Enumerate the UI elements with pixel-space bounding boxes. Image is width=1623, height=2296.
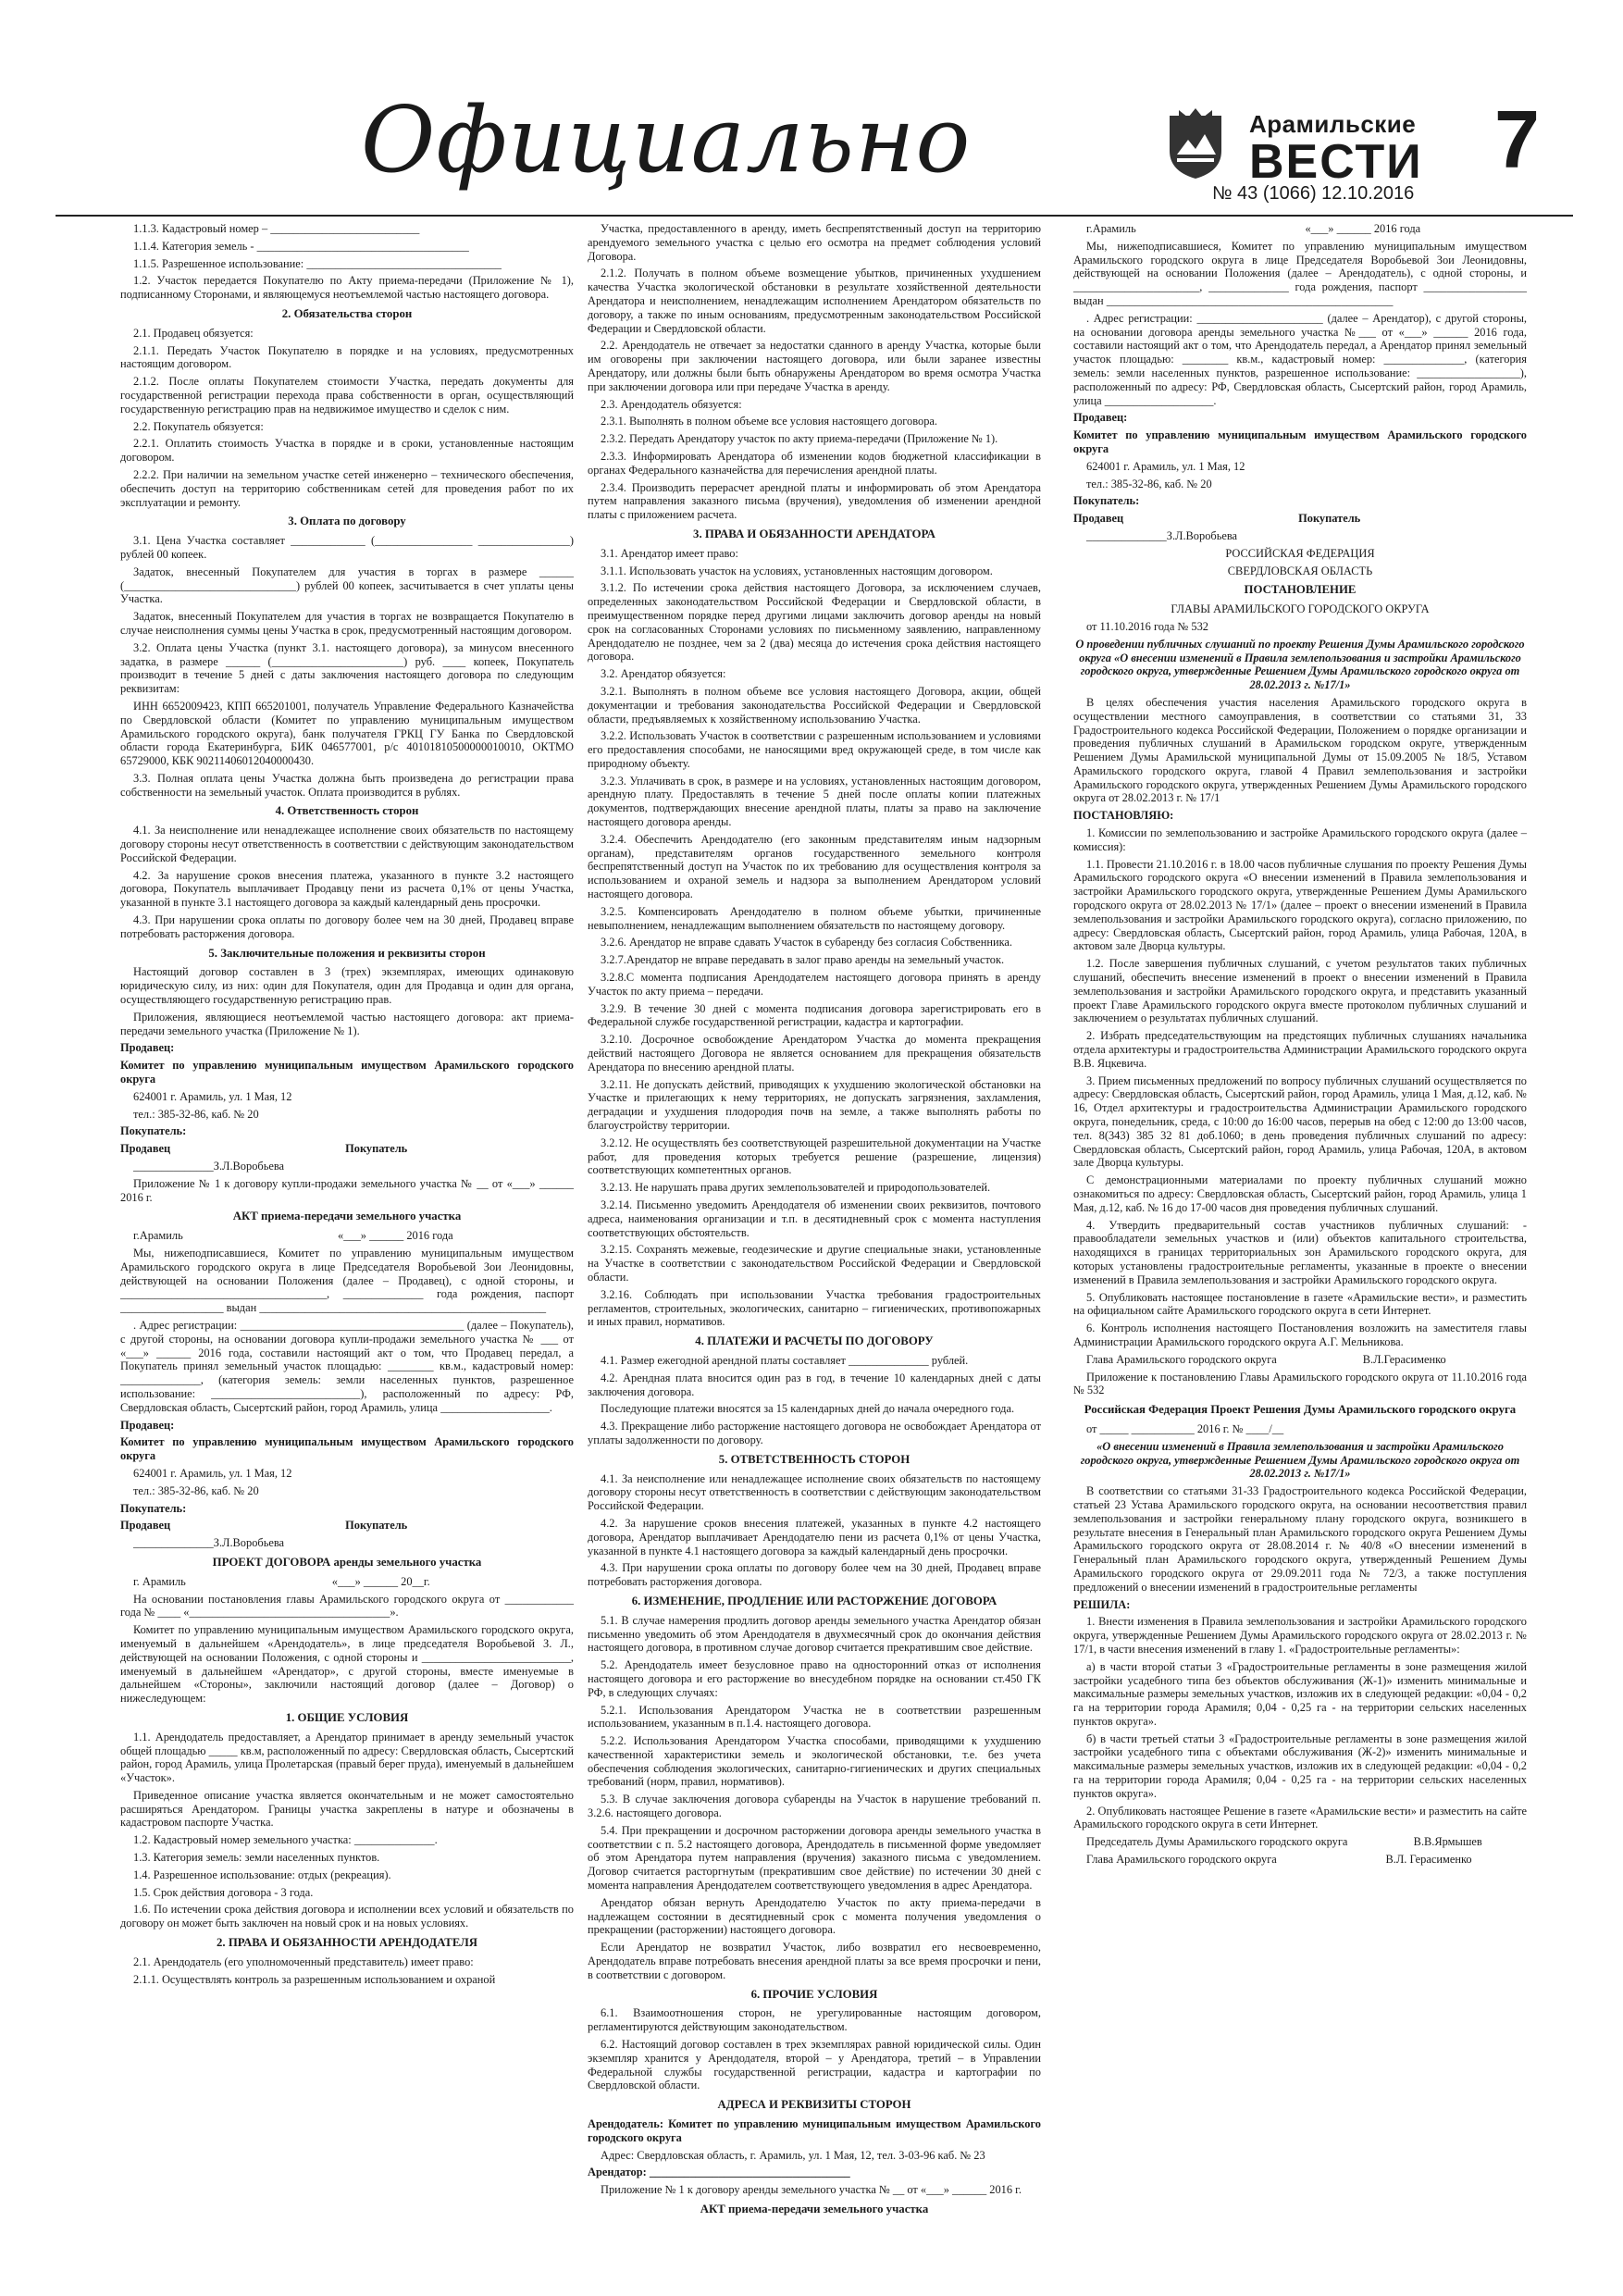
paragraph: 3.2.2. Использовать Участок в соответствии с разрешенным использованием и условиями его предоставления способами, не наносящими вред окружающей среде, в том числе как природному объекту. <box>588 729 1045 770</box>
paragraph: Если Арендатор не возвратил Участок, либо возвратил его несвоевременно, Арендодатель вправе потребовать внесения арендной платы за все время просрочки и пени, в соответствии с договором. <box>588 1941 1045 1981</box>
paragraph: 1.2. Кадастровый номер земельного участка: ______________. <box>133 1833 438 1847</box>
paragraph: 3.2. Оплата цены Участка (пункт 3.1. настоящего договора), за минусом внесенного задатка, в размере ______ (_______________________) руб. ____ копеек, Покупатель производит в течение 5 дней с даты заключения настоящего договора по следующим реквизитам: <box>120 640 577 696</box>
section-heading: 4. ПЛАТЕЖИ И РАСЧЕТЫ ПО ДОГОВОРУ <box>695 1334 934 1348</box>
paragraph: 2. Опубликовать настоящее Решение в газете «Арамильские вести» и разместить на сайте Арамильского городского округа в сети Интернет. <box>1073 1804 1530 1831</box>
paragraph: 624001 г. Арамиль, ул. 1 Мая, 12 <box>133 1089 292 1103</box>
section-heading: АКТ приема-передачи земельного участка <box>700 2203 929 2215</box>
paragraph: от _____ ___________ 2016 г. № ____/__ <box>1086 1421 1284 1435</box>
paragraph: 2. Избрать председательствующим на предстоящих публичных слушаниях начальника отдела архитектуры и градостроительства Администрации Арамильского городского округа В.В. Яцкевича. <box>1073 1029 1530 1070</box>
paragraph: 3.2.12. Не осуществлять без соответствующей разрешительной документации на Участке работ, для проведения которых требуется решение (разрешение, лицензия) соответствующих компетентных органов. <box>588 1136 1045 1177</box>
paragraph: Продавец Покупатель <box>120 1142 408 1156</box>
paragraph: 3. Прием письменных предложений по вопросу публичных слушаний осуществляется по адресу: Свердловская область, Сысертский район, город Арамиль, улица 1 Мая, д.12, каб. № 16, Отдел архитектуры и градостроительства Администрации Арамильского городского округа, понедельник, среда, с 10:00 до 16:00 часов, перерыв на обед с 12:00 до 13:00 часов, тел. 8(343) 385 32 81 доб.1060; в день проведения публичных слушаний по адресу: Свердловская область, Сысертский район, город Арамиль, улица Рабочая, 120А, в актовом зале Дворца культуры. <box>1073 1074 1530 1170</box>
paragraph: Глава Арамильского городского округа В.Л.Герасименко <box>1086 1352 1446 1366</box>
paragraph: тел.: 385-32-86, каб. № 20 <box>1086 477 1212 490</box>
paragraph: 1.1. Провести 21.10.2016 г. в 18.00 часов публичные слушания по проекту Решения Думы Арамильского городского округа «О внесении изменений в Правила землепользования и застройки Арамильского городского округа, утвержденные Решением Думы Арамильского городского округа от 28.02.2013 № 17/1» (далее – проект о внесении изменений в Правила землепользования и застройки Арамильского городского округа), согласно приложению, по адресу: Свердловская область, Сысертский район, город Арамиль, улица Рабочая, 120А, в актовом зале Дворца культуры. <box>1073 857 1530 953</box>
paragraph: 2.1.1. Осуществлять контроль за разрешенным использованием и охраной <box>133 1972 496 1986</box>
section-heading: 6. ИЗМЕНЕНИЕ, ПРОДЛЕНИЕ ИЛИ РАСТОРЖЕНИЕ ДОГОВОРА <box>631 1594 997 1607</box>
paragraph: Приложения, являющиеся неотъемлемой частью настоящего договора: акт приема-передачи земельного участка (Приложение № 1). <box>120 1010 574 1037</box>
column-3 <box>1073 222 1530 1870</box>
paragraph: 4.1. За неисполнение или ненадлежащее исполнение своих обязательств по настоящему договору стороны несут ответственность в соответствии с действующим законодательством Российской Федерации. <box>120 824 577 864</box>
paragraph: тел.: 385-32-86, каб. № 20 <box>133 1483 259 1497</box>
paragraph: 5.1. В случае намерения продлить договор аренды земельного участка Арендатор обязан письменно уведомить об этом Арендодателя в двухмесячный срок до окончания действия настоящего договора, в противном случае договор считается прекратившим свое действие. <box>588 1613 1045 1655</box>
paragraph: Покупатель: <box>120 1501 187 1515</box>
paragraph: РОССИЙСКАЯ ФЕДЕРАЦИЯ <box>1225 546 1375 560</box>
page-number: 7 <box>1494 93 1540 185</box>
paragraph: 3.3. Полная оплата цены Участка должна быть произведена до регистрации права собственности на земельный участок. Оплата производится в рублях. <box>120 771 577 799</box>
paragraph: 1. Комиссии по землепользованию и застройке Арамильского городского округа (далее – комиссия): <box>1073 826 1530 853</box>
paragraph: ______________З.Л.Воробьева <box>133 1160 285 1173</box>
paragraph: СВЕРДЛОВСКАЯ ОБЛАСТЬ <box>1227 564 1373 577</box>
paragraph: Продавец: <box>1073 411 1128 425</box>
paragraph: На основании постановления главы Арамильского городского округа от ____________ года № ____ «___________________________________». <box>120 1592 577 1620</box>
paragraph: 3.2.9. В течение 30 дней с момента подписания договора зарегистрировать его в Федеральной службе государственной регистрации, кадастра и картографии. <box>588 1001 1045 1029</box>
coat-of-arms-icon <box>1166 106 1225 180</box>
paragraph: 1.3. Категория земель: земли населенных пунктов. <box>133 1851 380 1865</box>
paragraph: Арендодатель: Комитет по управлению муниципальным имуществом Арамильского городского округа <box>588 2117 1045 2144</box>
section-heading: АДРЕСА И РЕКВИЗИТЫ СТОРОН <box>717 2098 911 2112</box>
paragraph: 3.2.13. Не нарушать права других землепользователей и природопользователей. <box>601 1181 991 1195</box>
paragraph: 3.2.15. Сохранять межевые, геодезические и другие специальные знаки, установленные на Участке в соответствии с законодательством Российской Федерации и Свердловской области. <box>588 1243 1045 1284</box>
paragraph: 2.3. Арендодатель обязуется: <box>601 397 742 411</box>
paragraph: Комитет по управлению муниципальным имуществом Арамильского городского округа <box>1073 428 1530 455</box>
paragraph: 3.2.14. Письменно уведомить Арендодателя об изменении своих реквизитов, почтового адреса, наименования организации и т.п. в десятидневный срок с момента наступления соответствующих обстоятельств. <box>588 1198 1045 1239</box>
paragraph: г. Арамиль «___» ______ 20__г. <box>133 1574 430 1588</box>
paragraph: 3.2.11. Не допускать действий, приводящих к ухудшению экологической обстановки на Участке и прилегающих к нему территориях, не допускать загрязнения, захламления, деградации и ухудшения плодородия почв на земле, а также выполнять работы по благоустройству территории. <box>588 1077 1045 1133</box>
paragraph: 6.1. Взаимоотношения сторон, не урегулированные настоящим договором, регламентируются действующим законодательством. <box>588 2006 1045 2034</box>
paragraph: Продавец: <box>120 1418 175 1432</box>
paragraph: 1.2. После завершения публичных слушаний, с учетом результатов таких публичных слушаний, обеспечить внесение изменений в проект о внесении изменений в Правила землепользования и застройки Арамильского городского округа, и представить указанный проект Главе Арамильского городского округа вместе протоколом публичных слушаний и заключением о результатах публичных слушаний. <box>1073 957 1530 1025</box>
section-heading: 3. ПРАВА И ОБЯЗАННОСТИ АРЕНДАТОРА <box>693 527 935 540</box>
paragraph: Глава Арамильского городского округа В.Л. Герасименко <box>1086 1853 1472 1867</box>
paragraph: 2.3.2. Передать Арендатору участок по акту приема-передачи (Приложение № 1). <box>601 432 998 446</box>
paragraph: 3.1.1. Использовать участок на условиях, установленных настоящим договором. <box>601 564 993 577</box>
paragraph: 1.5. Срок действия договора - 3 года. <box>133 1885 314 1899</box>
paragraph: 3.1. Арендатор имеет право: <box>601 546 738 560</box>
paragraph: 5.3. В случае заключения договора субаренды на Участок в нарушение требований п. 3.2.6. настоящего договора. <box>588 1793 1045 1820</box>
section-heading: 1. ОБЩИЕ УСЛОВИЯ <box>285 1710 409 1724</box>
paragraph: 4.2. За нарушение сроков внесения платежей, указанных в пункте 4.2 настоящего договора, Арендатор выплачивает Арендодателю пени из расчета 0,1% от цены Участка, указанной в пункте 4.1 настоящего договора за каждый календарный день просрочки. <box>588 1516 1045 1558</box>
paragraph: 3.2. Арендатор обязуется: <box>601 667 726 681</box>
paragraph: 3.1. Цена Участка составляет _____________ (_________________ ________________) рублей 00 копеек. <box>120 534 577 561</box>
section-title: Официально <box>361 88 972 193</box>
paragraph: 2.3.1. Выполнять в полном объеме все условия настоящего договора. <box>601 415 938 428</box>
paragraph: ______________З.Л.Воробьева <box>1086 528 1238 542</box>
paragraph: ИНН 6652009423, КПП 665201001, получатель Управление Федерального Казначейства по Свердловской области (Комитет по управлению муниципальным имуществом Арамильского городского округа), банк получателя ГРКЦ ГУ Банка по Свердловской области города Екатеринбурга, БИК 046577001, р/с 40101810500000010010, ОКТМО 65729000, КБК 90211406012040000430. <box>120 699 577 768</box>
paragraph: Продавец Покупатель <box>1073 512 1361 526</box>
paragraph: 2.2.2. При наличии на земельном участке сетей инженерно – технического обеспечения, обеспечить доступ на территорию собственникам сетей для проведения работ по их эксплуатации и ремонту. <box>120 467 577 509</box>
paragraph: 6. Контроль исполнения настоящего Постановления возложить на заместителя главы Администрации Арамильского городского округа А.Г. Мельникова. <box>1073 1322 1530 1348</box>
column-1 <box>120 222 577 1990</box>
paragraph: 5.2.2. Использования Арендатором Участка способами, приводящими к ухудшению качественной характеристики земель и экологической обстановки, т.е. без учета обеспечения соблюдения экологических, санитарно-гигиенических и других специальных требований (норм, правил, нормативов). <box>588 1734 1045 1789</box>
paragraph: «О внесении изменений в Правила землепользования и застройки Арамильского городского округа, утвержденные Решением Думы Арамильского городского округа от 28.02.2013 г. №17/1» <box>1080 1439 1523 1481</box>
brand-name-big: ВЕСТИ <box>1249 135 1423 189</box>
paragraph: 5.2. Арендодатель имеет безусловное право на односторонний отказ от исполнения настоящего договора и его расторжение во внесудебном порядке на основании ст.450 ГК РФ, в следующих случаях: <box>588 1658 1045 1699</box>
paragraph: Комитет по управлению муниципальным имуществом Арамильского городского округа, именуемый в дальнейшем «Арендодатель», в лице председателя Воробьевой З. Л., действующей на основании Положения, с одной стороны и __________________________, именуемый в дальнейшем «Арендатор», с другой стороны, вместе именуемые в дальнейшем «Стороны», заключили настоящий договор (далее – Договор) о нижеследующем: <box>120 1623 577 1706</box>
paragraph: В целях обеспечения участия населения Арамильского городского округа в осуществлении местного самоуправления, в соответствии со статьями 31, 33 Градостроительного кодекса Российской Федерации, Положением о порядке организации и проведения публичных слушаний в Арамильском городском округе, утвержденным Решением Думы Арамильской муниципальной Думы от 15.09.2005 № 18/5, Уставом Арамильского городского округа, главой 4 Правил землепользования и застройки Арамильского городского округа, утвержденных Решением Думы Арамильского городского округа от 28.02.2013 г. № 17/1 <box>1073 695 1530 805</box>
section-heading: 3. Оплата по договору <box>288 515 406 528</box>
section-heading: 2. Обязательства сторон <box>281 306 413 320</box>
paragraph: Задаток, внесенный Покупателем для участия в торгах не возвращается Покупателю в случае неисполнения суммы цены Участка в срок, предусмотренный настоящим договором. <box>120 610 577 637</box>
paragraph: 624001 г. Арамиль, ул. 1 Мая, 12 <box>1086 459 1245 473</box>
paragraph: тел.: 385-32-86, каб. № 20 <box>133 1107 259 1121</box>
paragraph: Покупатель: <box>1073 494 1140 508</box>
paragraph: 4.3. При нарушении срока оплаты по договору более чем на 30 дней, Продавец вправе потребовать расторжения договора. <box>120 913 577 940</box>
paragraph: Участка, предоставленного в аренду, иметь беспрепятственный доступ на территорию арендуемого земельного участка с целью его осмотра на предмет соблюдения условий Договора. <box>588 222 1045 263</box>
paragraph: 2.1.2. После оплаты Покупателем стоимости Участка, передать документы для государственной регистрации перехода права собственности в орган, осуществляющий государственную регистрацию прав на недвижимое имущество и сделок с ним. <box>120 375 577 416</box>
column-2 <box>588 222 1045 2222</box>
paragraph: 5.2.1. Использования Арендатором Участка не в соответствии разрешенным использованием, указанным в п.1.4. настоящего договора. <box>588 1703 1045 1731</box>
paragraph: 1.2. Участок передается Покупателю по Акту приема-передачи (Приложение № 1), подписанному Сторонами, и являющемуся неотъемлемой частью настоящего договора. <box>120 274 577 302</box>
paragraph: 4.3. Прекращение либо расторжение настоящего договора не освобождает Арендатора от уплаты задолженности по договору. <box>588 1420 1045 1446</box>
section-heading: 5. Заключительные положения и реквизиты сторон <box>208 946 486 960</box>
paragraph: 3.2.7.Арендатор не вправе передавать в залог право аренды на земельный участок. <box>601 953 1005 967</box>
paragraph: 6.2. Настоящий договор составлен в трех экземплярах равной юридической силы. Один экземпляр хранится у Арендодателя, второй – у Арендатора, третий – в Управлении Федеральной службы государственной регистрации, кадастра и картографии по Свердловской области. <box>588 2038 1045 2092</box>
paragraph: ГЛАВЫ АРАМИЛЬСКОГО ГОРОДСКОГО ОКРУГА <box>1171 602 1430 616</box>
paragraph: 4.1. За неисполнение или ненадлежащее исполнение своих обязательств по настоящему договору стороны несут ответственность в соответствии с действующим законодательством Российской Федерации. <box>588 1471 1045 1513</box>
paragraph: б) в части третьей статьи 3 «Градостроительные регламенты в зоне размещения жилой застройки усадебного типа с объектами обслуживания (Ж-2)» изменить минимальные и максимальные размеры земельных участков, изложив их в следующей редакции: «0,04 - 0,2 га на территории города Арамиля; 0,04 - 0,25 га - на территории сельских населенных пунктов округа». <box>1073 1731 1530 1800</box>
paragraph: 3.2.3. Уплачивать в срок, в размере и на условиях, установленных настоящим договором, арендную плату. Предоставлять в течение 5 дней после оплаты копии платежных документов, подтверждающих внесение арендной платы, платы за право на заключение настоящего договора аренды. <box>588 774 1045 829</box>
paragraph: Задаток, внесенный Покупателем для участия в торгах в размере ______ (______________________________) рублей 00 копеек, засчитывается в счет уплаты цены Участка. <box>120 565 577 606</box>
paragraph: 2.1.2. Получать в полном объеме возмещение убытков, причиненных ухудшением качества Участка экологической обстановки в результате хозяйственной деятельности Арендатора и неисполнением, ненадлежащим исполнением Арендатором обязательств по договору, а также по иным основаниям, предусмотренным законодательством Российской Федерации и Свердловской области. <box>588 267 1045 335</box>
paragraph: Председатель Думы Арамильского городского округа В.В.Ярмышев <box>1086 1835 1482 1849</box>
header-rule <box>56 215 1573 217</box>
paragraph: г.Арамиль «___» ______ 2016 года <box>1086 222 1421 235</box>
paragraph: 3.2.8.С момента подписания Арендодателем настоящего договора принять в аренду Участок по акту приема – передачи. <box>588 971 1045 998</box>
paragraph: 3.2.5. Компенсировать Арендодателю в полном объеме убытки, причиненные невыполнением, ненадлежащим выполнением обязательств по настоящему договору. <box>588 904 1045 932</box>
paragraph: Настоящий договор составлен в 3 (трех) экземплярах, имеющих одинаковую юридическую силу, из них: один для Покупателя, один для Продавца и один для органа, осуществляющего государственную регистрацию прав. <box>120 965 577 1007</box>
paragraph: 4.1. Размер ежегодной арендной платы составляет ______________ рублей. <box>601 1353 969 1367</box>
newspaper-logo <box>1166 106 1443 190</box>
paragraph: Комитет по управлению муниципальным имуществом Арамильского городского округа <box>120 1059 577 1086</box>
paragraph: 2.1.1. Передать Участок Покупателю в порядке и на условиях, предусмотренных настоящим договором. <box>120 343 577 371</box>
paragraph: 2.2. Арендодатель не отвечает за недостатки сданного в аренду Участка, которые были им оговорены при заключении настоящего договора, или были заранее известны Арендатору, или должны были быть обнаружены Арендатором во время осмотра Участка при заключении договора или при передаче Участка в аренду. <box>588 339 1045 393</box>
paragraph: 2.3.3. Информировать Арендатора об изменении кодов бюджетной классификации в органах Федерального казначейства для перечисления арендной платы. <box>588 449 1045 477</box>
paragraph: 3.2.16. Соблюдать при использовании Участка требования градостроительных регламентов, строительных, экологических, санитарно – гигиенических, противопожарных и иных правил, нормативов. <box>588 1287 1045 1329</box>
paragraph: 5. Опубликовать настоящее постановление в газете «Арамильские вести», и разместить на официальном сайте Арамильского городского округа в сети Интернет. <box>1073 1290 1530 1318</box>
paragraph: 4. Утвердить предварительный состав участников публичных слушаний: - правообладатели земельных участков и (или) объектов капитального строительства, находящихся в границах территориальных зон Арамильского городского округа, для которых установлены градостроительные регламенты, указанные в проекте о внесении изменений в Правила землепользования и застройки Арамильского городского округа. <box>1073 1218 1530 1286</box>
paragraph: 2.2. Покупатель обязуется: <box>133 419 264 433</box>
paragraph: Покупатель: <box>120 1124 187 1138</box>
paragraph: Комитет по управлению муниципальным имуществом Арамильского городского округа <box>120 1435 577 1463</box>
paragraph: Продавец Покупатель <box>120 1519 408 1533</box>
paragraph: Приложение к постановлению Главы Арамильского городского округа от 11.10.2016 года № 532 <box>1073 1370 1530 1397</box>
paragraph: С демонстрационными материалами по проекту публичных слушаний можно ознакомиться по адресу: Свердловская область, Сысертский район, город Арамиль, улица 1 Мая, д.12, каб. № 16 до 17-00 часов дня проведения публичных слушаний. <box>1073 1173 1530 1214</box>
paragraph: Приведенное описание участка является окончательным и не может самостоятельно расширяться Арендатором. Границы участка закреплены в натуре и обозначены в кадастровом паспорте Участка. <box>120 1788 577 1830</box>
paragraph: 1.6. По истечении срока действия договора и исполнении всех условий и обязательств по договору он может быть заключен на новый срок и на новых условиях. <box>120 1903 577 1930</box>
paragraph: Приложение № 1 к договору купли-продажи земельного участка № __ от «___» ______ 2016 г. <box>120 1176 577 1204</box>
paragraph: 3.1.2. По истечении срока действия настоящего Договора, за исключением случаев, определенных законодательством Российской Федерации и Свердловской области, в преимущественном порядке перед другими лицами заключить договор аренды на новый срок на согласованных Сторонами условиях по письменному заявлению, направленному Арендодателю не позднее, чем за 2 (два) месяца до истечения срока действия настоящего договора. <box>588 581 1045 664</box>
brand-name-small: Арамильские <box>1249 110 1417 138</box>
paragraph: 4.2. Арендная плата вносится один раз в год, в течение 10 календарных дней с даты заключения договора. <box>588 1371 1045 1398</box>
paragraph: Приложение № 1 к договору аренды земельного участка № __ от «___» ______ 2016 г. <box>601 2183 1022 2197</box>
paragraph: 1.4. Разрешенное использование: отдых (рекреация). <box>133 1868 391 1881</box>
paragraph: 1. Внести изменения в Правила землепользования и застройки Арамильского городского округа, утвержденные Решением Думы Арамильского городского округа от 28.02.2013 г. № 17/1, в части внесения изменений в главу 1. «Градостроительные регламенты»: <box>1073 1615 1530 1656</box>
paragraph: 2.1. Арендодатель (его уполномоченный представитель) имеет право: <box>133 1955 474 1968</box>
paragraph: РЕШИЛА: <box>1073 1597 1131 1611</box>
paragraph: от 11.10.2016 года № 532 <box>1086 619 1208 633</box>
paragraph: г.Арамиль «___» ______ 2016 года <box>133 1229 453 1243</box>
section-heading: Российская Федерация Проект Решения Думы Арамильского городского округа <box>1084 1403 1517 1417</box>
paragraph: ______________З.Л.Воробьева <box>133 1536 285 1550</box>
paragraph: 3.2.4. Обеспечить Арендодателю (его законным представителям иным надзорным органам), представителям органов государственного земельного контроля беспрепятственный доступ на Участок по их требованию для осуществления контроля за использованием и охраной земель и надзора за выполнением Арендатором условий настоящего договора. <box>588 832 1045 901</box>
masthead <box>56 88 1573 204</box>
section-heading: 6. ПРОЧИЕ УСЛОВИЯ <box>750 1987 878 2001</box>
paragraph: 4.3. При нарушении срока оплаты по договору более чем на 30 дней, Продавец вправе потребовать расторжения договора. <box>588 1561 1045 1589</box>
paragraph: . Адрес регистрации: ______________________ (далее – Арендатор), с другой стороны, на основании договора аренды земельного участка №___ от «___» ______ 2016 года, составили настоящий акт о том, что Арендодатель передал, а Арендатор принял земельный участок площадью: ________ кв.м., кадастровый номер: ______________, (категория земель: земли населенных пунктов, разрешенное использование: __________________), расположенный по адресу: РФ, Свердловская область, Сысертский район, город Арамиль, улица ___________________. <box>1073 311 1530 407</box>
section-heading: 4. Ответственность сторон <box>275 804 419 818</box>
paragraph: 3.2.6. Арендатор не вправе сдавать Участок в субаренду без согласия Собственника. <box>601 936 1013 949</box>
paragraph: ПОСТАНОВЛЯЮ: <box>1073 809 1174 823</box>
paragraph: а) в части второй статьи 3 «Градостроительные регламенты в зоне размещения жилой застройки усадебного типа без объектов обслуживания (Ж-1)» изменить минимальные и максимальные размеры земельных участков, изложив их в следующей редакции: «0,04 - 0,2 га на территории города Арамиля; 0,04 - 0,25 га - на территории сельских населенных пунктов округа». <box>1073 1659 1530 1728</box>
paragraph: 5.4. При прекращении и досрочном расторжении договора аренды земельного участка в соответствии с п. 5.2 настоящего договора, Арендодатель в письменной форме уведомляет об этом Арендатора путем направления (вручения) заказного письма с уведомлением. Договор считается расторгнутым (прекратившим свое действие) по истечении 30 дней с момента направления Арендодателем соответствующего уведомления в адрес Арендатора. <box>588 1823 1045 1893</box>
paragraph: Арендатор обязан вернуть Арендодателю Участок по акту приема-передачи в надлежащем состоянии в десятидневный срок с момента получения уведомления о прекращении (расторжении) настоящего договора. <box>588 1895 1045 1937</box>
section-heading: АКТ приема-передачи земельного участка <box>232 1210 462 1223</box>
paragraph: Последующие платежи вносятся за 15 календарных дней до начала очередного года. <box>601 1402 1015 1416</box>
paragraph: 2.3.4. Производить перерасчет арендной платы и информировать об этом Арендатора путем направления заказного письма (вручения), уведомления об изменении арендной платы с приложением расчета. <box>588 480 1045 522</box>
paragraph: В соответствии со статьями 31-33 Градостроительного кодекса Российской Федерации, статьей 23 Устава Арамильского городского округа, на основании несоответствия правил землепользования и застройки генеральному плану городского округа, возникшего в результате внесения в Генеральный план Арамильского городского округа Решением Думы Арамильского городского округа от 28.08.2014 г. № 40/8 «О внесении изменений в Генеральный план Арамильского городского округа, утвержденный Решением Думы Арамильского городского округа от 29.09.2011 года № 72/3, а также поступления предложений о внесении изменений в градостроительные регламенты <box>1073 1484 1530 1594</box>
section-heading: 5. ОТВЕТСТВЕННОСТЬ СТОРОН <box>718 1452 911 1466</box>
paragraph: Адрес: Свердловская область, г. Арамиль, ул. 1 Мая, 12, тел. 3-03-96 каб. № 23 <box>601 2148 985 2162</box>
paragraph: Мы, нижеподписавшиеся, Комитет по управлению муниципальным имуществом Арамильского городского округа в лице Председателя Воробьевой Зои Леонидовны, действующей на основании Положения (далее – Продавец), с одной стороны, и ____________________________________, ______________ года рождения, паспорт __________________ выдан __________________________________________________ <box>120 1247 577 1315</box>
paragraph: 1.1.4. Категория земель - _____________________________________ <box>133 239 469 253</box>
paragraph: 2.2.1. Оплатить стоимость Участка в порядке и в сроки, установленные настоящим договором. <box>120 437 577 465</box>
paragraph: Продавец: <box>120 1041 175 1055</box>
issue-info: № 43 (1066) 12.10.2016 <box>1212 183 1415 204</box>
section-heading: ПОСТАНОВЛЕНИЕ <box>1244 583 1357 597</box>
paragraph: О проведении публичных слушаний по проекту Решения Думы Арамильского городского округа «О внесении изменений в Правила землепользования и застройки Арамильского городского округа, утвержденные Решением Думы Арамильского городского округа от 28.02.2013 г. №17/1» <box>1075 637 1528 692</box>
paragraph: 1.1.3. Кадастровый номер – __________________________ <box>133 222 420 235</box>
section-heading: ПРОЕКТ ДОГОВОРА аренды земельного участка <box>212 1555 482 1569</box>
paragraph: 4.2. За нарушение сроков внесения платежа, указанного в пункте 3.2 настоящего договора, Покупатель выплачивает Продавцу пени из расчета 0,1% от цены Участка, указанной в пункте 3.1 настоящего договора за каждый календарный день просрочки. <box>120 868 577 910</box>
paragraph: . Адрес регистрации: _______________________________________ (далее – Покупатель), с другой стороны, на основании договора купли-продажи земельного участка № ___ от «___» ______ 2016 года, составили настоящий акт о том, что Продавец передал, а Покупатель принял земельный участок площадью: ________ кв.м., кадастровый номер: ______________, (категория земель: земли населенных пунктов, разрешенное использование: __________________________), расположенный по адресу: РФ, Свердловская область, Сысертский район, город Арамиль, улица ___________________. <box>120 1318 577 1414</box>
paragraph: 2.1. Продавец обязуется: <box>133 326 254 340</box>
paragraph: 624001 г. Арамиль, ул. 1 Мая, 12 <box>133 1466 292 1480</box>
paragraph: 3.2.10. Досрочное освобождение Арендатором Участка до момента прекращения действий настоящего Договора не является основанием для прекращения обязательств Арендатора по внесению арендной платы. <box>588 1033 1045 1074</box>
paragraph: Мы, нижеподписавшиеся, Комитет по управлению муниципальным имуществом Арамильского городского округа в лице Председателя Воробьевой Зои Леонидовны, действующей на основании Положения (далее – Арендодатель), с одной стороны, и ______________________, ______________ года рождения, паспорт __________________ выдан __________________________________________________ <box>1073 239 1530 307</box>
section-heading: 2. ПРАВА И ОБЯЗАННОСТИ АРЕНДОДАТЕЛЯ <box>217 1936 477 1950</box>
paragraph: Арендатор: ___________________________________ <box>588 2166 850 2179</box>
paragraph: 1.1.5. Разрешенное использование: __________________________________ <box>133 256 502 270</box>
paragraph: 1.1. Арендодатель предоставляет, а Арендатор принимает в аренду земельный участок общей площадью _____ кв.м, расположенный по адресу: Свердловская область, Сысертский район, город Арамиль, улица Пролетарская (правый берег пруда), именуемый в дальнейшем «Участок». <box>120 1730 577 1785</box>
paragraph: 3.2.1. Выполнять в полном объеме все условия настоящего Договора, акции, общей документации и требования законодательства Российской Федерации и Свердловской области, предъявляемых к хозяйственному использованию Участка. <box>588 684 1045 726</box>
